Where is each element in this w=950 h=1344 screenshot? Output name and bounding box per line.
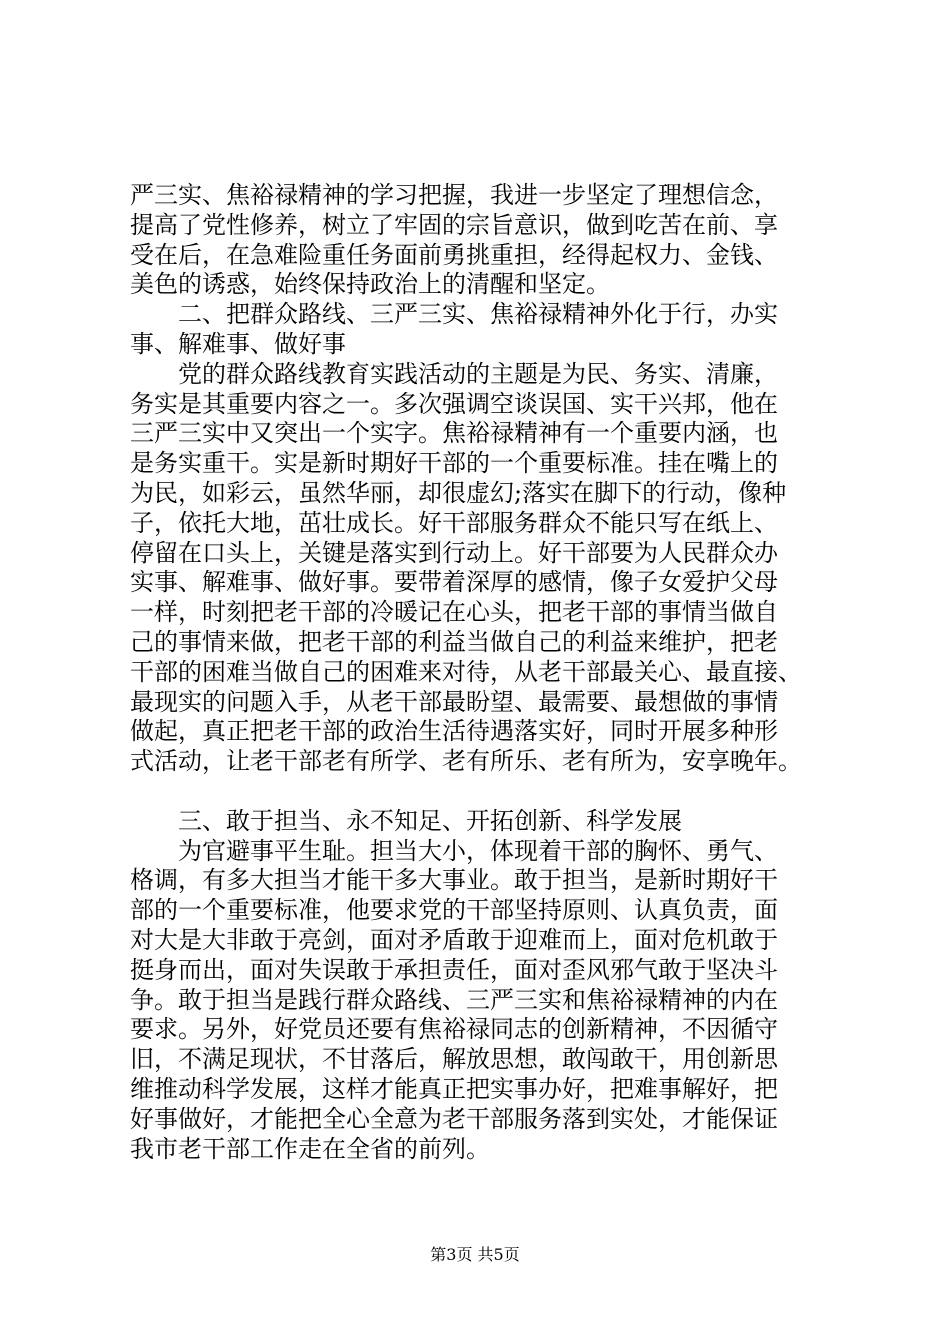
text-line: 子，依托大地，茁壮成长。好干部服务群众不能只写在纸上、 xyxy=(130,508,778,537)
text-line: 停留在口头上，关键是落实到行动上。好干部要为人民群众办 xyxy=(130,538,778,567)
document-body xyxy=(130,181,830,1164)
text-line: 美色的诱惑，始终保持政治上的清醒和坚定。 xyxy=(130,270,610,299)
text-line: 最现实的问题入手，从老干部最盼望、最需要、最想做的事情 xyxy=(130,687,778,716)
text-line: 对大是大非敢于亮剑，面对矛盾敢于迎难而上，面对危机敢于 xyxy=(130,925,778,954)
text-line: 争。敢于担当是践行群众路线、三严三实和焦裕禄精神的内在 xyxy=(130,985,778,1014)
text-line: 受在后，在急难险重任务面前勇挑重担，经得起权力、金钱、 xyxy=(130,240,778,269)
text-line: 为官避事平生耻。担当大小，体现着干部的胸怀、勇气、 xyxy=(130,836,778,865)
text-line: 格调，有多大担当才能干多大事业。敢于担当，是新时期好干 xyxy=(130,866,778,895)
text-line: 维推动科学发展，这样才能真正把实事办好，把难事解好，把 xyxy=(130,1074,778,1103)
text-line: 要求。另外，好党员还要有焦裕禄同志的创新精神，不因循守 xyxy=(130,1015,778,1044)
text-line: 干部的困难当做自己的困难来对待，从老干部最关心、最直接、 xyxy=(130,657,802,686)
text-line: 严三实、焦裕禄精神的学习把握，我进一步坚定了理想信念， xyxy=(130,181,778,209)
blank-line xyxy=(130,777,830,807)
page-number: 第3页 共5页 xyxy=(430,1245,520,1264)
text-line: 我市老干部工作走在全省的前列。 xyxy=(130,1134,490,1163)
text-line: 旧，不满足现状，不甘落后，解放思想，敢闯敢干，用创新思 xyxy=(130,1045,778,1074)
text-line: 提高了党性修养，树立了牢固的宗旨意识，做到吃苦在前、享 xyxy=(130,210,778,239)
text-line: 为民，如彩云，虽然华丽，却很虚幻;落实在脚下的行动，像种 xyxy=(130,478,787,507)
text-line: 二、把群众路线、三严三实、焦裕禄精神外化于行，办实 xyxy=(130,300,778,329)
text-line: 务实是其重要内容之一。多次强调空谈误国、实干兴邦，他在 xyxy=(130,389,778,418)
text-line: 实事、解难事、做好事。要带着深厚的感情，像子女爱护父母 xyxy=(130,568,778,597)
text-line: 是务实重干。实是新时期好干部的一个重要标准。挂在嘴上的 xyxy=(130,449,778,478)
text-line: 党的群众路线教育实践活动的主题是为民、务实、清廉， xyxy=(130,359,778,388)
text-line: 己的事情来做，把老干部的利益当做自己的利益来维护，把老 xyxy=(130,627,778,656)
text-line: 做起，真正把老干部的政治生活待遇落实好，同时开展多种形 xyxy=(130,717,778,746)
text-line: 部的一个重要标准，他要求党的干部坚持原则、认真负责，面 xyxy=(130,896,778,925)
text-line: 三严三实中又突出一个实字。焦裕禄精神有一个重要内涵，也 xyxy=(130,419,778,448)
text-line: 事、解难事、做好事 xyxy=(130,329,346,358)
text-line: 三、敢于担当、永不知足、开拓创新、科学发展 xyxy=(130,806,682,835)
text-line: 一样，时刻把老干部的冷暖记在心头，把老干部的事情当做自 xyxy=(130,598,778,627)
text-line: 挺身而出，面对失误敢于承担责任，面对歪风邪气敢于坚决斗 xyxy=(130,955,778,984)
text-line: 好事做好，才能把全心全意为老干部服务落到实处，才能保证 xyxy=(130,1104,778,1133)
text-line: 式活动，让老干部老有所学、老有所乐、老有所为，安享晚年。 xyxy=(130,747,802,776)
